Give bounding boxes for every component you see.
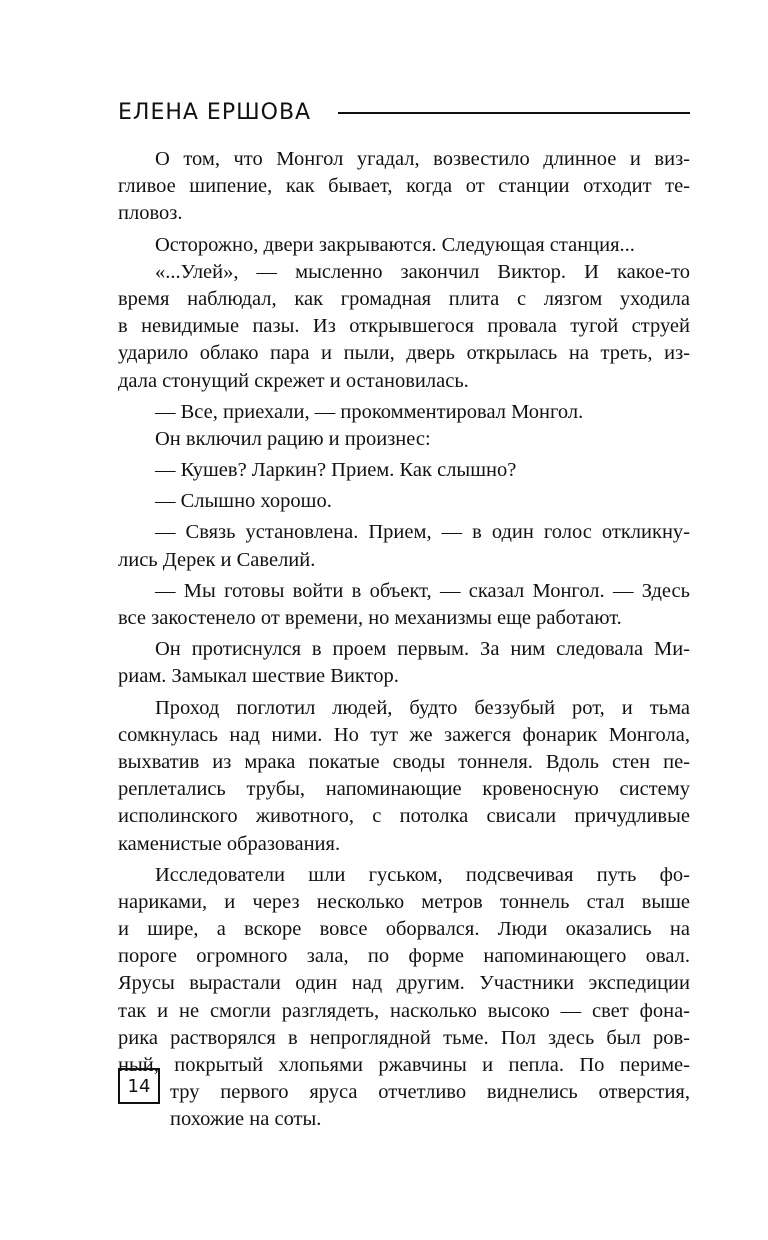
author-name: ЕЛЕНА ЕРШОВА <box>118 100 312 125</box>
text-line: Ярусы вырастали один над другим. Участники экспедиции <box>118 972 690 995</box>
text-line: — Слышно хорошо. <box>155 490 332 513</box>
text-line: похожие на соты. <box>170 1108 322 1131</box>
text-line: все закостенело от времени, но механизмы еще работают. <box>118 607 622 629</box>
text-line: рика растворялся в непроглядной тьме. Пол здесь был ров- <box>118 1026 690 1049</box>
text-line: Исследователи шли гуськом, подсвечивая путь фо- <box>155 863 690 886</box>
text-line: время наблюдал, как громадная плита с лязгом уходила <box>118 287 690 310</box>
text-line: реплетались трубы, напоминающие кровеносную систему <box>118 778 690 801</box>
text-line: — Мы готовы войти в объект, — сказал Монгол. — Здесь <box>155 579 690 602</box>
text-line: и шире, а вскоре вовсе оборвался. Люди оказались на <box>118 918 690 941</box>
text-line: ударило облако пара и пыли, дверь открылась на треть, из- <box>118 342 690 365</box>
text-line: сомкнулась над ними. Но тут же зажегся фонарик Монгола, <box>118 723 690 746</box>
text-line: — Связь установлена. Прием, — в один голос откликну- <box>155 521 690 544</box>
text-line: выхватив из мрака покатые своды тоннеля. Вдоль стен пе- <box>118 750 690 773</box>
body-text <box>118 146 690 1134</box>
text-line: Проход поглотил людей, будто беззубый рот, и тьма <box>155 696 690 719</box>
text-line: так и не смогли разглядеть, насколько высоко — свет фона- <box>118 999 690 1022</box>
text-line: риам. Замыкал шествие Виктор. <box>118 665 399 688</box>
text-line: — Кушев? Ларкин? Прием. Как слышно? <box>155 459 517 482</box>
text-line: дала стонущий скрежет и остановилась. <box>118 369 469 392</box>
text-line: Он протиснулся в проем первым. За ним следовала Ми- <box>155 638 690 661</box>
text-line: «...Улей», — мысленно закончил Виктор. И какое-то <box>155 260 690 283</box>
text-line: каменистые образования. <box>118 832 341 855</box>
text-line: Он включил рацию и произнес: <box>155 427 431 450</box>
text-line: гливое шипение, как бывает, когда от станции отходит те- <box>118 175 690 198</box>
text-line: ный, покрытый хлопьями ржавчины и пепла. По периме- <box>118 1054 690 1076</box>
text-line: в невидимые пазы. Из открывшегося провала тугой струей <box>118 315 690 338</box>
running-header <box>118 98 690 130</box>
text-line: пловоз. <box>118 202 183 225</box>
text-line: Осторожно, двери закрываются. Следующая станция... <box>155 233 635 256</box>
text-line: тру первого яруса отчетливо виднелись отверстия, <box>170 1081 690 1104</box>
header-rule <box>338 112 690 114</box>
text-line: исполинского животного, с потолка свисали причудливые <box>118 805 690 828</box>
text-line: пороге огромного зала, по форме напоминающего овал. <box>118 945 690 968</box>
text-line: О том, что Монгол угадал, возвестило длинное и виз- <box>155 148 690 170</box>
text-line: лись Дерек и Савелий. <box>118 548 316 571</box>
text-line: нариками, и через несколько метров тоннель стал выше <box>118 890 690 913</box>
page-number: 14 <box>118 1068 160 1104</box>
text-line: — Все, приехали, — прокомментировал Монгол. <box>155 400 584 423</box>
